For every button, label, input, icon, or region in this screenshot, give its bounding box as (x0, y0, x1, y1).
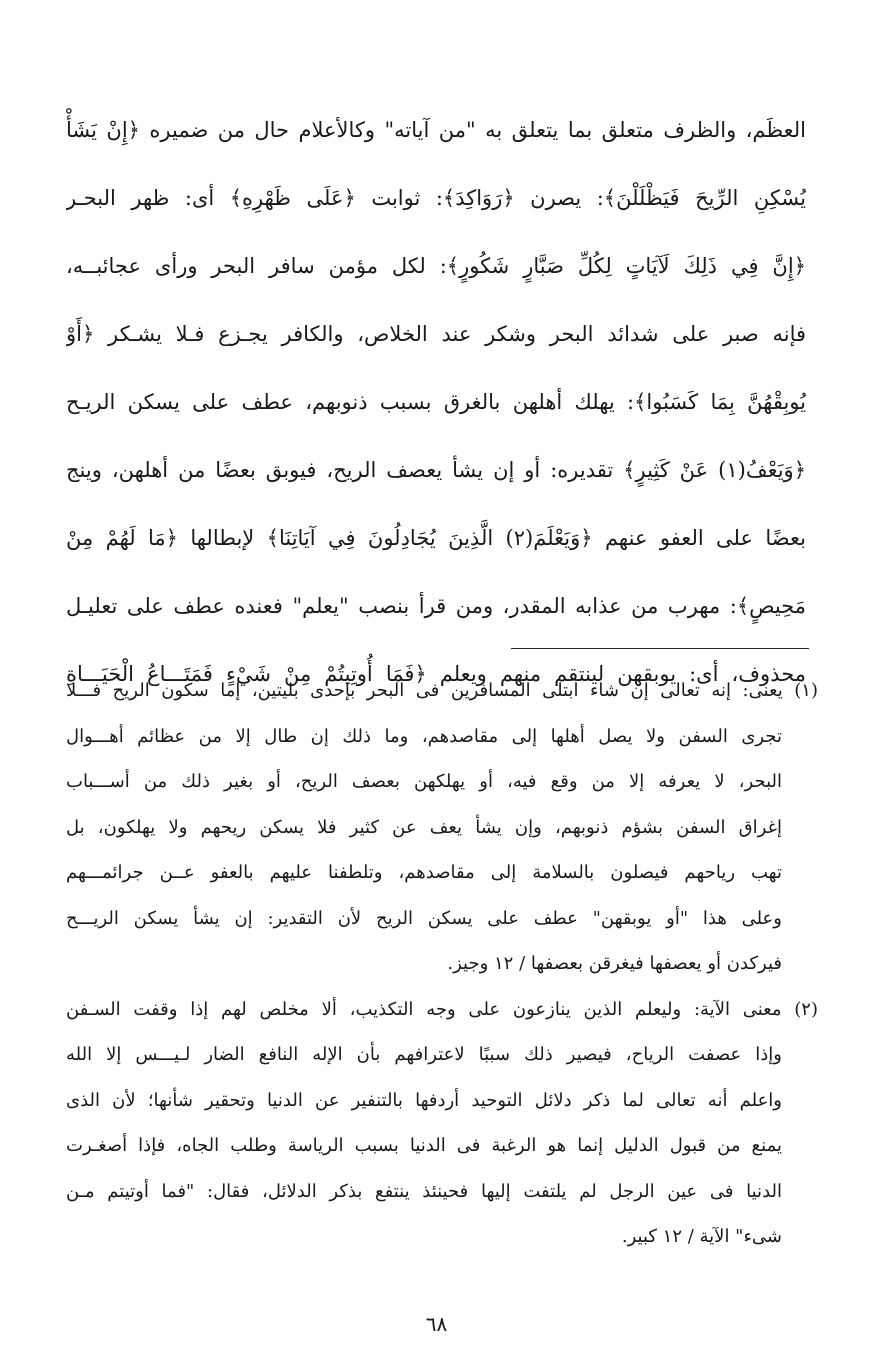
footnote-line (66, 987, 818, 1033)
main-text-line: العظَم، والظرف متعلق بما يتعلق به "من آياته" وكالأعلام حال من ضميره ﴿إِنْ يَشَأْ (66, 118, 806, 142)
footnote-1 (66, 668, 818, 987)
footnote-line: تجرى السفن ولا يصل أهلها إلى مقاصدهم، وما ذلك إن طال إلا من عظائم أهـــوال (66, 725, 782, 747)
footnote-line: البحر، لا يعرفه إلا من وقع فيه، أو يهلكهن بعصف الريح، أو بغير ذلك من أســـباب (66, 771, 782, 792)
footnote-2 (66, 987, 818, 1260)
main-text-line: ﴿إِنَّ فِي ذَلِكَ لَآيَاتٍ لِكُلِّ صَبَّارٍ شَكُورٍ﴾: لكل مؤمن سافر البحر ورأى عجائبــه، (66, 254, 806, 278)
footnote-line: فيركدن أو يعصفها فيغرقن بعصفها / ١٢ وجيز. (447, 953, 782, 974)
footnotes-block (66, 668, 818, 1260)
page-number: ٦٨ (425, 1312, 448, 1336)
main-text-line: محذوف، أى: يوبقهن لينتقم منهم ويعلم ﴿فَمَا أُوتِيتُمْ مِنْ شَيْءٍ فَمَتَـــاعُ الْحَيَـــاةِ (66, 662, 806, 686)
footnote-line: شىء" الآية / ١٢ كبير. (621, 1226, 782, 1247)
main-text-line: يُسْكِنِ الرِّيحَ فَيَظْلَلْنَ﴾: يصرن ﴿رَوَاكِدَ﴾: ثوابت ﴿عَلَى ظَهْرِهِ﴾ أى: ظهر البحـر (66, 186, 806, 210)
footnote-line-text: معنى الآية: وليعلم الذين ينازعون على وجه التكذيب، ألا مخلص لهم إذا وقفت السـفن (66, 998, 782, 1020)
main-text-line: ﴿وَيَعْفُ(١) عَنْ كَثِيرٍ﴾ تقديره: أو إن يشأ يعصف الريح، فيوبق بعضًا من أهلهن، وينج (66, 458, 806, 482)
footnote-line (66, 668, 818, 714)
footnote-line: وعلى هذا "أو يوبقهن" عطف على يسكن الريح لأن التقدير: إن يشأ يسكن الريـــح (66, 907, 782, 929)
main-text-line: يُوبِقْهُنَّ بِمَا كَسَبُوا﴾: يهلك أهلهن بالغرق بسبب ذنوبهم، عطف على يسكن الريـح (66, 390, 806, 414)
footnote-line: إغراق السفن بشؤم ذنوبهم، وإن يشأ يعف عن كثير فلا يسكن ريحهم ولا يهلكون، بل (66, 816, 782, 838)
main-text-block (66, 96, 806, 708)
footnote-line: يمنع من قبول الدليل إنما هو الرغبة فى الدنيا بسبب الرياسة وطلب الجاه، فإذا أصغـرت (66, 1135, 782, 1156)
footnote-marker: (١) (794, 680, 818, 701)
footnote-line: تهب رياحهم فيصلون بالسلامة إلى مقاصدهم، وتلطفنا عليهم بالعفو عــن جرائمـــهم (66, 862, 782, 883)
footnote-line: واعلم أنه تعالى لما ذكر دلائل التوحيد أردفها بالتنفير عن الدنيا وتحقير شأنها؛ لأن الذى (66, 1089, 782, 1111)
footnote-line: الدنيا فى عين الرجل لم يلتفت إليها فحينئذ ينتفع بذكر الدلائل، فقال: "فما أوتيتم مـن (66, 1180, 782, 1202)
footnote-separator (511, 648, 809, 649)
footnote-line: وإذا عصفت الرياح، فيصير ذلك سببًا لاعترافهم بأن الإله النافع الضار لـيـــس إلا الله (66, 1044, 782, 1065)
main-text-line: مَحِيصٍ﴾: مهرب من عذابه المقدر، ومن قرأ بنصب "يعلم" فعنده عطف على تعليـل (66, 594, 806, 618)
main-text-line: فإنه صبر على شدائد البحر وشكر عند الخلاص، والكافر يجـزع فـلا يشـكر ﴿أَوْ (66, 322, 806, 346)
footnote-marker: (٢) (794, 998, 818, 1020)
footnote-line-text: يعنى: إنه تعالى إن شاء ابتلى المسافرين فى البحر بإحدى بليتين، إما سكون الريح فـــلا (66, 680, 783, 701)
main-text-line: بعضًا على العفو عنهم ﴿وَيَعْلَمَ(٢) الَّذِينَ يُجَادِلُونَ فِي آيَاتِنَا﴾ لإبطالها ﴿مَا لَهُمْ مِنْ (66, 526, 806, 550)
